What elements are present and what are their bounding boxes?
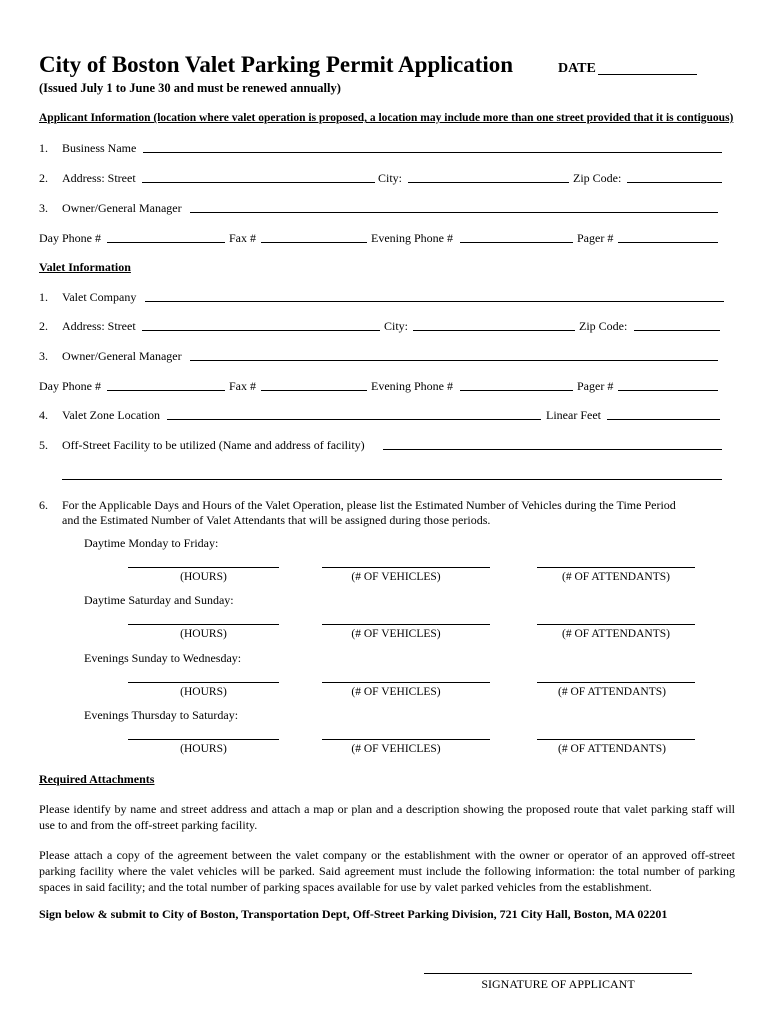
applicant-city-field[interactable] [408,182,569,183]
signature-field[interactable] [424,973,692,974]
linear-feet-field[interactable] [607,419,720,420]
valet-street-label: Address: Street [62,319,136,333]
valet-item-number: 6. [39,498,48,512]
applicant-fax-label: Fax # [229,231,256,245]
applicant-zip-field[interactable] [627,182,722,183]
attendants-field[interactable] [537,682,695,683]
offstreet-facility-field-line2[interactable] [62,479,722,480]
q6-instructions-line1: For the Applicable Days and Hours of the Valet Operation, please list the Estimated Number of Vehicles during the Time Period [62,498,676,512]
valet-zip-field[interactable] [634,330,720,331]
attendants-field[interactable] [537,624,695,625]
signature-caption: SIGNATURE OF APPLICANT [481,977,635,991]
date-field[interactable] [598,74,697,75]
hours-caption: (HOURS) [180,628,227,640]
vehicles-caption: (# OF VEHICLES) [351,571,441,583]
attendants-caption: (# OF ATTENDANTS) [562,571,670,583]
valet-item-number: 4. [39,408,48,422]
valet-owner-label: Owner/General Manager [62,349,182,363]
business-name-field[interactable] [143,152,722,153]
valet-zone-field[interactable] [167,419,541,420]
hours-caption: (HOURS) [180,743,227,755]
period-label: Evenings Sunday to Wednesday: [84,651,242,665]
period-label: Evenings Thursday to Saturday: [84,708,239,722]
applicant-fax-field[interactable] [261,242,367,243]
vehicles-field[interactable] [322,682,490,683]
valet-street-field[interactable] [142,330,380,331]
valet-day-phone-field[interactable] [107,390,225,391]
valet-item-number: 2. [39,319,48,333]
linear-feet-label: Linear Feet [546,408,601,422]
valet-company-field[interactable] [145,301,724,302]
applicant-evening-phone-field[interactable] [460,242,573,243]
hours-caption: (HOURS) [180,571,227,583]
period-label: Daytime Saturday and Sunday: [84,593,234,607]
valet-item-number: 1. [39,290,48,304]
period-label: Daytime Monday to Friday: [84,536,219,550]
valet-pager-field[interactable] [618,390,718,391]
vehicles-caption: (# OF VEHICLES) [351,743,441,755]
attendants-caption: (# OF ATTENDANTS) [558,686,666,698]
form-subtitle: (Issued July 1 to June 30 and must be renewed annually) [39,81,341,95]
valet-company-label: Valet Company [62,290,137,304]
applicant-city-label: City: [378,171,403,185]
attachments-section-heading: Required Attachments [39,772,155,786]
applicant-owner-label: Owner/General Manager [62,201,182,215]
offstreet-facility-field[interactable] [383,449,722,450]
applicant-day-phone-field[interactable] [107,242,225,243]
business-name-label: Business Name [62,141,137,155]
vehicles-field[interactable] [322,567,490,568]
vehicles-field[interactable] [322,624,490,625]
valet-fax-field[interactable] [261,390,367,391]
vehicles-caption: (# OF VEHICLES) [351,686,441,698]
valet-city-label: City: [384,319,409,333]
form-title: City of Boston Valet Parking Permit Application [39,52,514,77]
hours-field[interactable] [128,624,279,625]
hours-field[interactable] [128,682,279,683]
hours-field[interactable] [128,739,279,740]
applicant-street-field[interactable] [142,182,375,183]
attendants-caption: (# OF ATTENDANTS) [562,628,670,640]
valet-city-field[interactable] [413,330,575,331]
valet-evening-phone-label: Evening Phone # [371,379,453,393]
valet-zip-label: Zip Code: [579,319,628,333]
valet-section-heading: Valet Information [39,260,131,274]
applicant-pager-field[interactable] [618,242,718,243]
applicant-item-number: 2. [39,171,48,185]
valet-pager-label: Pager # [577,379,614,393]
applicant-street-label: Address: Street [62,171,136,185]
applicant-day-phone-label: Day Phone # [39,231,101,245]
applicant-evening-phone-label: Evening Phone # [371,231,453,245]
hours-caption: (HOURS) [180,686,227,698]
valet-zone-label: Valet Zone Location [62,408,160,422]
applicant-section-heading: Applicant Information (location where valet operation is proposed, a location may include more than one street provided that it is contiguous) [39,112,734,124]
valet-item-number: 5. [39,438,48,452]
applicant-owner-field[interactable] [190,212,718,213]
applicant-item-number: 1. [39,141,48,155]
date-label: DATE [558,61,596,76]
vehicles-caption: (# OF VEHICLES) [351,628,441,640]
valet-owner-field[interactable] [190,360,718,361]
hours-field[interactable] [128,567,279,568]
applicant-pager-label: Pager # [577,231,614,245]
attendants-field[interactable] [537,567,695,568]
attachments-paragraph-agreement: Please attach a copy of the agreement between the valet company or the establishment with the owner or operator of an approved off-street parking facility where the valet vehicles will be parked. Said agreement must include the following information: the total number of parking spaces in said facility; and the total number of parking spaces available for use by valet parked vehicles from the establishment. [39,848,735,894]
submit-instructions: Sign below & submit to City of Boston, Transportation Dept, Off-Street Parking Division, 721 City Hall, Boston, MA 02201 [39,907,668,921]
valet-day-phone-label: Day Phone # [39,379,101,393]
q6-instructions-line2: and the Estimated Number of Valet Attendants that will be assigned during those periods. [62,513,491,527]
vehicles-field[interactable] [322,739,490,740]
offstreet-facility-label: Off-Street Facility to be utilized (Name and address of facility) [62,438,365,452]
valet-evening-phone-field[interactable] [460,390,573,391]
attendants-field[interactable] [537,739,695,740]
valet-item-number: 3. [39,349,48,363]
attachments-paragraph-route: Please identify by name and street address and attach a map or plan and a description showing the proposed route that valet parking staff will use to and from the off-street parking facility. [39,802,735,832]
applicant-item-number: 3. [39,201,48,215]
valet-fax-label: Fax # [229,379,256,393]
applicant-zip-label: Zip Code: [573,171,622,185]
attendants-caption: (# OF ATTENDANTS) [558,743,666,755]
